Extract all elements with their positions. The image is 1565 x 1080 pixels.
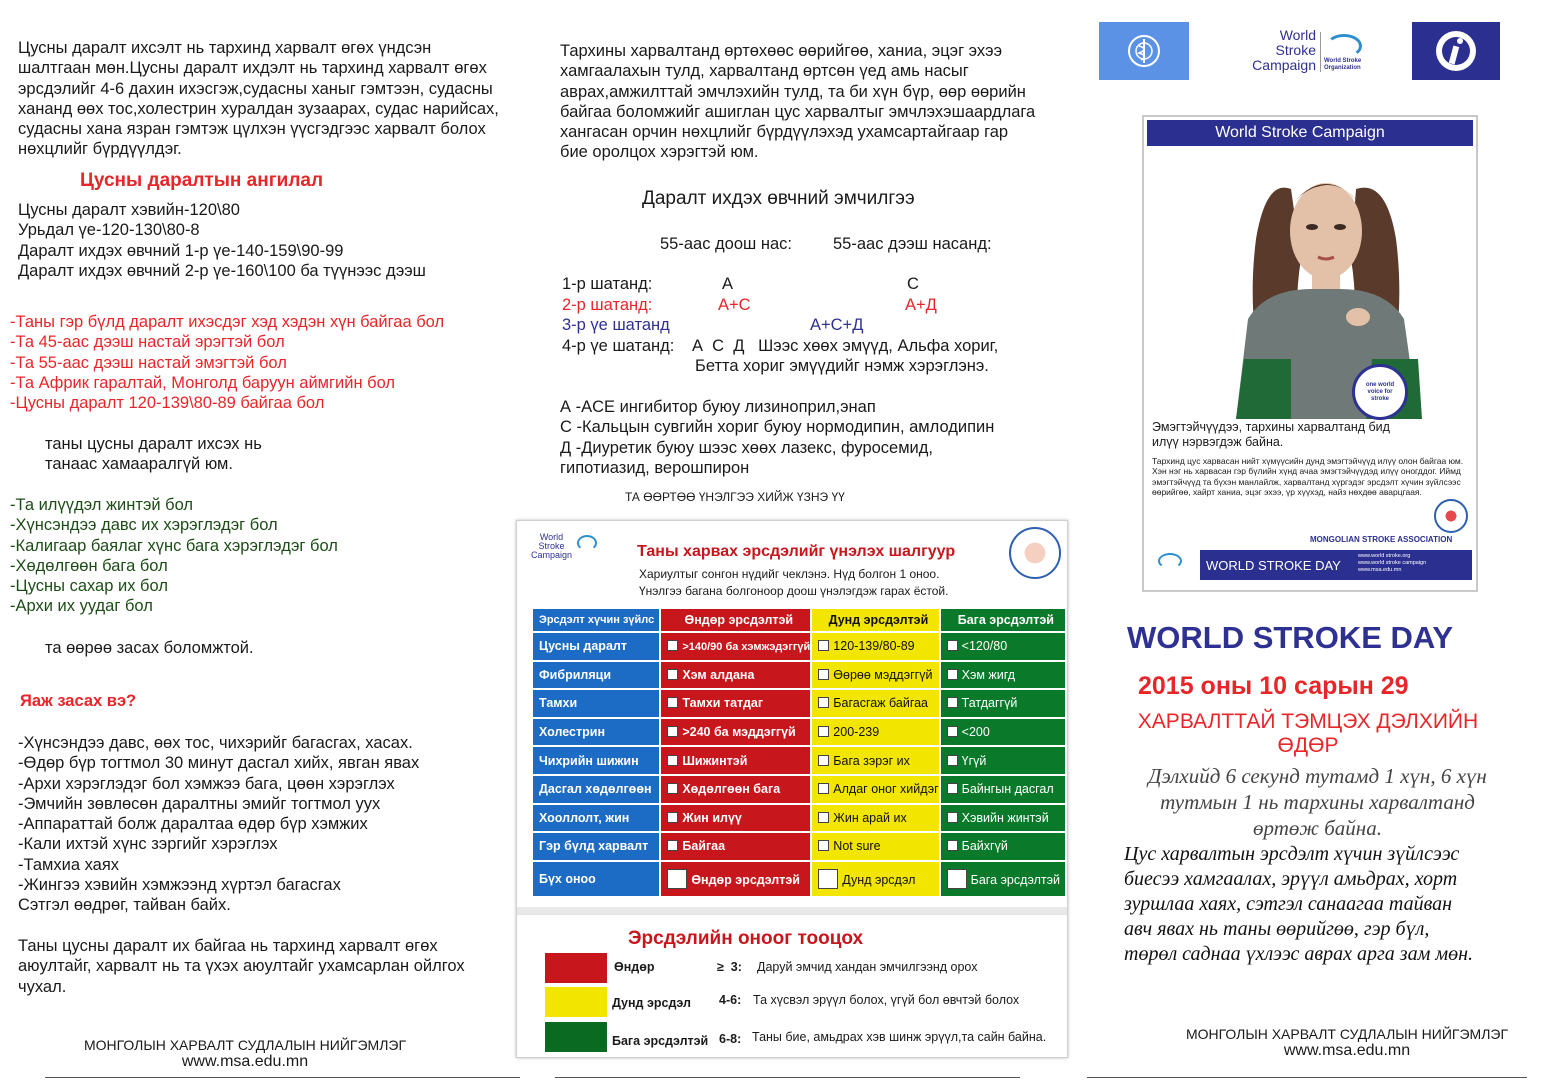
table-row: [533, 661, 1066, 690]
score-box[interactable]: [947, 869, 967, 889]
note-line: танаас хамааралгүй юм.: [45, 455, 233, 474]
checkbox[interactable]: [818, 840, 829, 851]
factor-cell: Чихрийн шижин: [533, 746, 660, 775]
table-row: [533, 632, 1066, 661]
wso-swoosh-icon: [1326, 34, 1362, 58]
option-cell[interactable]: [811, 746, 939, 775]
howto-item: -Аппараттай болж даралтаа өдөр бүр хэмжих: [18, 815, 368, 834]
option-cell[interactable]: [940, 718, 1066, 747]
risk-item: -Та илүүдэл жинтэй бол: [10, 496, 194, 514]
prevention-message: Цус харвалтын эрсдэлт хүчин зүйлсээс биесээ хамгаалах, эрүүл амьдрах, хорт зуршлаа хаях, сэтгэл санаагаа тайван авч явах нь таны өөрийгөө, гэр бүл, төрөл саднаа үхлээс аврах арга зам мөн.: [1124, 843, 1474, 965]
option-label: Үгүй: [961, 753, 987, 768]
drug-item: С -Кальцын сувгийн хориг буюу нормодипин, амлодипин: [560, 418, 995, 437]
wsc-logo-text: [1252, 28, 1316, 73]
checkbox[interactable]: [947, 755, 958, 766]
checkbox[interactable]: [818, 669, 829, 680]
option-cell[interactable]: [940, 689, 1066, 718]
option-label: <120/80: [961, 639, 1008, 654]
option-cell[interactable]: [660, 632, 811, 661]
option-cell[interactable]: [660, 804, 811, 833]
total-cell[interactable]: [940, 861, 1066, 897]
option-cell[interactable]: [940, 632, 1066, 661]
option-cell[interactable]: [940, 832, 1066, 861]
stage-2-label: 2-р шатанд:: [562, 296, 653, 314]
checkbox[interactable]: [947, 697, 958, 708]
checkbox[interactable]: [818, 755, 829, 766]
intro-paragraph: Цусны даралт ихсэлт нь тархинд харвалт өгөх үндсэн шалтгаан мөн.Цусны даралт ихдэлт нь тархинд харвалт өгөх эрсдэлийг 4-6 дахин ихэсгэж,судасны ханыг гэмтээн, судасны хананд өөх тос,холестрин хуралдан зузаарах, судас нарийсах, судасны хана язран гэмтэж цүлхэн үүсгэдгээс харвалт болох нөхцлийг бүрдүүлдэг.: [18, 39, 499, 159]
risk-item: -Архи их уудаг бол: [10, 597, 153, 616]
card-title: Таны харвах эрсдэлийг үнэлэх шалгуур: [637, 543, 956, 560]
factor-cell: Хооллолт, жин: [533, 804, 660, 833]
stage-2-over: А+Д: [905, 296, 937, 314]
unmodifiable-note: [45, 434, 262, 475]
footer-divider: [1087, 1077, 1527, 1078]
option-label: Багасгаж байгаа: [833, 696, 929, 711]
footer-org: МОНГОЛЫН ХАРВАЛТ СУДЛАЛЫН НИЙГЭМЛЭГ: [1185, 1026, 1509, 1042]
logo-line: Stroke: [1275, 42, 1316, 58]
option-label: Татдаггүй: [961, 696, 1018, 711]
checkbox[interactable]: [667, 840, 678, 851]
howto-item: -Архи хэрэглэдэг бол хэмжээ бага, цөөн хэрэглэх: [18, 774, 395, 793]
score-title: Эрсдэлийн оноог тооцох: [628, 928, 864, 949]
card-instruction: Хариултыг сонгон нүдийг чеклэнэ. Нүд болгон 1 оноо.: [639, 567, 940, 581]
option-label: 200-239: [833, 725, 880, 740]
legend-range: ≥ 3:: [717, 960, 742, 974]
option-cell[interactable]: [660, 775, 811, 804]
stroke-fact: Дэлхийд 6 секунд тутамд 1 хүн, 6 хүн тутмын 1 нь тархины харвалтанд өртөж байна.: [1148, 764, 1487, 840]
risk-item: -Таны гэр бүлд даралт ихэсдэг хэд хэдэн хүн байгаа бол: [10, 313, 445, 331]
option-cell[interactable]: [660, 746, 811, 775]
logo-separator: [1320, 32, 1321, 72]
howto-item: Сэтгэл өөдрөг, тайван байх.: [18, 896, 231, 915]
risk-item: -Цусны сахар их бол: [10, 577, 168, 596]
howto-item: -Хүнсэндээ давс, өөх тос, чихэрийг багасгах, хасах.: [18, 734, 413, 752]
unmodifiable-risks: [10, 312, 444, 413]
checkbox[interactable]: [947, 840, 958, 851]
option-label: <200: [961, 725, 990, 740]
option-label: Хэм алдана: [682, 667, 755, 682]
option-cell[interactable]: [811, 718, 939, 747]
factor-cell: Дасгал хөдөлгөөн: [533, 775, 660, 804]
howto-item: -Жингээ хэвийн хэмжээнд хүртэл багасгах: [18, 876, 341, 895]
table-row: [533, 718, 1066, 747]
option-label: Not sure: [833, 839, 881, 854]
table-row: [533, 689, 1066, 718]
campaign-poster: [1142, 115, 1478, 592]
option-cell[interactable]: [940, 661, 1066, 690]
option-cell[interactable]: [660, 832, 811, 861]
option-cell[interactable]: [811, 689, 939, 718]
badge-text: one world voice for stroke: [1365, 381, 1395, 402]
footer-divider: [555, 1077, 1020, 1078]
headline: WORLD STROKE DAY: [1127, 620, 1454, 655]
poster-header-text: World Stroke Campaign: [1215, 124, 1385, 141]
checkbox[interactable]: [667, 697, 678, 708]
col-header: Дунд эрсдэлтэй: [811, 609, 939, 632]
score-box[interactable]: [818, 869, 838, 889]
poster-lead: Эмэгтэйчүүдээ, тархины харвалтанд бид илүү нэрвэгдэж байна.: [1152, 420, 1390, 449]
card-logo: [531, 533, 572, 560]
stage-2-under: А+С: [718, 296, 751, 314]
total-label: Бүх оноо: [533, 861, 660, 897]
option-cell[interactable]: [660, 661, 811, 690]
wso-logo-text: World Stroke Organization: [1324, 58, 1362, 71]
option-cell[interactable]: [811, 632, 939, 661]
col-header: Өндөр эрсдэлтэй: [660, 609, 811, 632]
option-cell[interactable]: [811, 804, 939, 833]
conclusion-paragraph: Таны цусны даралт их байгаа нь тархинд харвалт өгөх аюултайг, харвалт нь та үхэх аюултайг ухамсарлан ойлгох чухал.: [18, 937, 465, 996]
legend-text: Таны бие, амьдрах хэв шинж эрүүл,та сайн байна.: [752, 1030, 1047, 1044]
checkbox[interactable]: [667, 726, 678, 737]
poster-body: Тархинд цус харвасан нийт хүмүүсийн дунд эмэгтэйчүүд илүү олон байгаа юм. Хэн нэг нь харвасан гэр бүлийн хүнд ачаа эмэгтэйчүүдэд илүү оногддог. Иймд эмэгтэйчүүд та бүхэн манлайлж, харвалтанд хүргэдэг эрсдэлт хүчин зүйлсээс өөрийгөө, хайрт ханиа, эцэг эхээ, үр хүүхэд, найз нөхдөө аварцгаая.: [1152, 456, 1464, 498]
left-column: [18, 38, 508, 160]
wsc-logo: [1240, 28, 1370, 76]
campaign-badge: [1352, 364, 1408, 420]
logo-line: Campaign: [531, 550, 573, 560]
legend-swatch-high: [545, 953, 607, 983]
legend-label: Бага эрсдэлтэй: [612, 1034, 709, 1048]
who-emblem-icon: [1127, 34, 1161, 68]
checkbox[interactable]: [947, 669, 958, 680]
logo-line: World: [539, 532, 564, 542]
factor-cell: Холестрин: [533, 718, 660, 747]
association-name: MONGOLIAN STROKE ASSOCIATION: [1310, 535, 1453, 544]
drug-item: А -ACE ингибитор буюу лизиноприл,энап: [560, 398, 876, 416]
table-row: [533, 804, 1066, 833]
event-subtitle: ХАРВАЛТТАЙ ТЭМЦЭХ ДЭЛХИЙН ӨДӨР: [1137, 710, 1479, 757]
stage-3-label: 3-р үе шатанд: [562, 316, 670, 334]
option-label: >240 ба мэддэггүй: [682, 725, 796, 740]
footer-url[interactable]: www.msa.edu.mn: [1283, 1042, 1411, 1059]
option-cell[interactable]: [940, 775, 1066, 804]
checkbox[interactable]: [947, 726, 958, 737]
stage-4-label: 4-р үе шатанд:: [562, 337, 675, 355]
howto-item: -Эмчийн зөвлөсөн даралтны эмийг тогтмол уух: [18, 794, 381, 813]
risk-item: -Хөдөлгөөн бага бол: [10, 556, 168, 575]
total-cell[interactable]: [660, 861, 811, 897]
option-label: Жин илүү: [682, 810, 742, 825]
right-footer: [1162, 1026, 1532, 1060]
poster-seal-icon: [1434, 499, 1468, 533]
stage-4-line1: А С Д Шээс хөөх эмүүд, Альфа хориг,: [692, 337, 999, 355]
stage-4-line2: Бетта хориг эмүүдийг нэмж хэрэглэнэ.: [695, 357, 989, 375]
option-label: Байгаа: [682, 839, 726, 854]
table-row: [533, 775, 1066, 804]
legend-text: Даруй эмчид хандан эмчилгээнд орох: [757, 960, 978, 974]
msa-seal-icon: [1009, 527, 1061, 579]
checkbox[interactable]: [818, 726, 829, 737]
who-logo: [1099, 22, 1189, 80]
risk-item: -Та 55-аас дээш настай эмэгтэй бол: [10, 353, 287, 372]
legend-label: Өндөр: [614, 960, 655, 974]
risk-item: -Калигаар баялаг хүнс бага хэрэглэдэг бол: [10, 536, 338, 555]
note-line: таны цусны даралт ихсэх нь: [45, 435, 262, 453]
factor-cell: Гэр бүлд харвалт: [533, 832, 660, 861]
checkbox[interactable]: [818, 640, 829, 651]
footer-url[interactable]: www.msa.edu.mn: [181, 1053, 309, 1070]
factor-cell: Цусны даралт: [533, 632, 660, 661]
howto-list: [18, 733, 419, 916]
option-label: Жин арай их: [833, 810, 907, 825]
checkbox[interactable]: [947, 812, 958, 823]
option-label: Өөрөө мэддэггүй: [833, 667, 933, 682]
total-row: [533, 861, 1066, 897]
self-check-note: ТА ӨӨРТӨӨ ҮНЭЛГЭЭ ХИЙЖ ҮЗНЭ ҮҮ: [625, 490, 845, 504]
poster-photo: [1196, 149, 1456, 419]
risk-table: [533, 609, 1067, 898]
risk-item: -Та 45-аас дээш настай эрэгтэй бол: [10, 333, 285, 352]
score-box[interactable]: [667, 869, 687, 889]
option-label: Хэвийн жинтэй: [961, 810, 1049, 825]
age-over-label: 55-аас дээш насанд:: [833, 235, 992, 253]
logo-line: World: [1279, 27, 1316, 43]
option-cell[interactable]: [660, 689, 811, 718]
classification-item: Даралт ихдэх өвчний 1-р үе-140-159\90-99: [18, 241, 344, 260]
modifiable-risks: [10, 495, 338, 617]
option-cell[interactable]: [811, 775, 939, 804]
option-cell[interactable]: [811, 832, 939, 861]
stage-1-over: С: [907, 275, 919, 293]
middle-intro: Тархины харвалтанд өртөхөөс өөрийгөө, ханиа, эцэг эхээ хамгаалахын тулд, харвалтанд өртсөн үед амь насыг аврах,амжилттай эмчлэхийн тулд, та би хүн бүр, өөр өөрийн байгаа боломжийг ашиглан цус харвалтыг эмчлэхэшаардлага хангасан орчин нөхцлийг бүрдүүлэхэд ухамсартайгаар гар бие оролцох хэрэгтэй юм.: [560, 42, 1036, 162]
option-label: Хэм жигд: [961, 667, 1016, 682]
option-label: Тамхи татдаг: [682, 696, 764, 711]
msa-logo: [1412, 22, 1500, 80]
checkbox[interactable]: [667, 783, 678, 794]
table-row: [533, 746, 1066, 775]
age-under-label: 55-аас доош нас:: [660, 235, 792, 253]
classification-list: [18, 200, 426, 281]
risk-item: -Хүнсэндээ давс их хэрэглэдэг бол: [10, 516, 278, 535]
howto-item: -Кали ихтэй хүнс зэргийг хэрэглэх: [18, 835, 278, 854]
option-label: Алдаг оног хийдэг: [833, 782, 939, 797]
logo-line: Stroke: [538, 541, 565, 551]
poster-url[interactable]: www.world stroke campaign: [1358, 560, 1427, 566]
legend-range: 4-6:: [719, 993, 742, 1007]
option-label: Байхгүй: [961, 839, 1008, 854]
drug-list: [560, 397, 1040, 478]
option-cell[interactable]: [940, 746, 1066, 775]
total-cell[interactable]: [811, 861, 939, 897]
poster-urls: [1358, 553, 1426, 574]
treatment-title: Даралт ихдэх өвчний эмчилгээ: [642, 188, 915, 209]
drug-item: Д -Диуретик буюу шээс хөөх лазекс, фуросемид, гипотиазид, верошпирон: [560, 438, 933, 477]
total-cell-label: Бага эрсдэлтэй: [970, 872, 1061, 887]
checkbox[interactable]: [818, 697, 829, 708]
card-logo-swoosh-icon: [577, 535, 597, 551]
footer-divider: [45, 1077, 520, 1078]
poster-footer-text: WORLD STROKE DAY: [1206, 558, 1341, 573]
table-header-row: [533, 609, 1066, 632]
stage-3-over: А+С+Д: [810, 316, 864, 334]
footer-org: МОНГОЛЫН ХАРВАЛТ СУДЛАЛЫН НИЙГЭМЛЭГ: [83, 1037, 407, 1053]
modifiable-note: та өөрөө засах боломжтой.: [45, 639, 254, 657]
col-header: Эрсдэлт хүчин зүйлс: [533, 609, 660, 632]
poster-wso-logo-icon: [1158, 553, 1182, 569]
poster-url[interactable]: www.world stroke.org: [1358, 553, 1411, 559]
howto-item: -Тамхиа хаях: [18, 855, 120, 874]
option-label: Хөдөлгөөн бага: [682, 782, 781, 797]
checkbox[interactable]: [667, 640, 678, 651]
classification-title: Цусны даралтын ангилал: [80, 170, 324, 191]
logo-line: Campaign: [1252, 57, 1316, 73]
option-label: 120-139/80-89: [833, 639, 915, 654]
option-cell[interactable]: [940, 804, 1066, 833]
col-header: Бага эрсдэлтэй: [940, 609, 1066, 632]
option-cell[interactable]: [811, 661, 939, 690]
card-instruction: Үнэлгээ багана болгоноор доош үнэлэгдэж гарах ёстой.: [639, 584, 949, 598]
option-label: Шижинтэй: [682, 753, 748, 768]
factor-cell: Фибриляци: [533, 661, 660, 690]
classification-item: Даралт ихдэх өвчний 2-р үе-160\100 ба түүнээс дээш: [18, 261, 426, 280]
legend-label: Дунд эрсдэл: [612, 996, 691, 1010]
option-label: Бага зэрэг их: [833, 753, 910, 768]
howto-item: -Өдөр бүр тогтмол 30 минут дасгал хийх, явган явах: [18, 754, 420, 773]
checkbox[interactable]: [947, 783, 958, 794]
risk-item: -Цусны даралт 120-139\80-89 байгаа бол: [10, 394, 325, 413]
option-label: >140/90 ба хэмжэдэггүй: [682, 641, 811, 654]
option-cell[interactable]: [660, 718, 811, 747]
event-date: 2015 оны 10 сарын 29: [1138, 672, 1409, 700]
stage-1-label: 1-р шатанд:: [562, 275, 653, 293]
total-cell-label: Өндөр эрсдэлтэй: [691, 872, 800, 887]
legend-swatch-low: [545, 1022, 607, 1052]
checkbox[interactable]: [667, 755, 678, 766]
msa-emblem-icon: [1433, 28, 1479, 74]
classification-item: Урьдал үе-120-130\80-8: [18, 221, 200, 240]
checkbox[interactable]: [667, 669, 678, 680]
left-footer: [60, 1037, 430, 1071]
checkbox[interactable]: [947, 640, 958, 651]
checkbox[interactable]: [818, 783, 829, 794]
legend-swatch-medium: [545, 987, 607, 1017]
stage-1-under: А: [722, 275, 734, 293]
checkbox[interactable]: [667, 812, 678, 823]
card-divider: [517, 907, 1067, 915]
howto-title: Яаж засах вэ?: [20, 692, 137, 710]
option-label: Байнгын дасгал: [961, 782, 1054, 797]
legend-text: Та хүсвэл эрүүл болох, үгүй бол өвчтэй болох: [753, 993, 1020, 1007]
risk-item: -Та Африк гаралтай, Монголд баруун аймгийн бол: [10, 373, 396, 392]
poster-url[interactable]: www.msa.edu.mn: [1358, 567, 1402, 573]
legend-range: 6-8:: [719, 1032, 742, 1046]
total-cell-label: Дунд эрсдэл: [842, 872, 916, 887]
classification-item: Цусны даралт хэвийн-120\80: [18, 201, 240, 219]
table-row: [533, 832, 1066, 861]
factor-cell: Тамхи: [533, 689, 660, 718]
checkbox[interactable]: [818, 812, 829, 823]
